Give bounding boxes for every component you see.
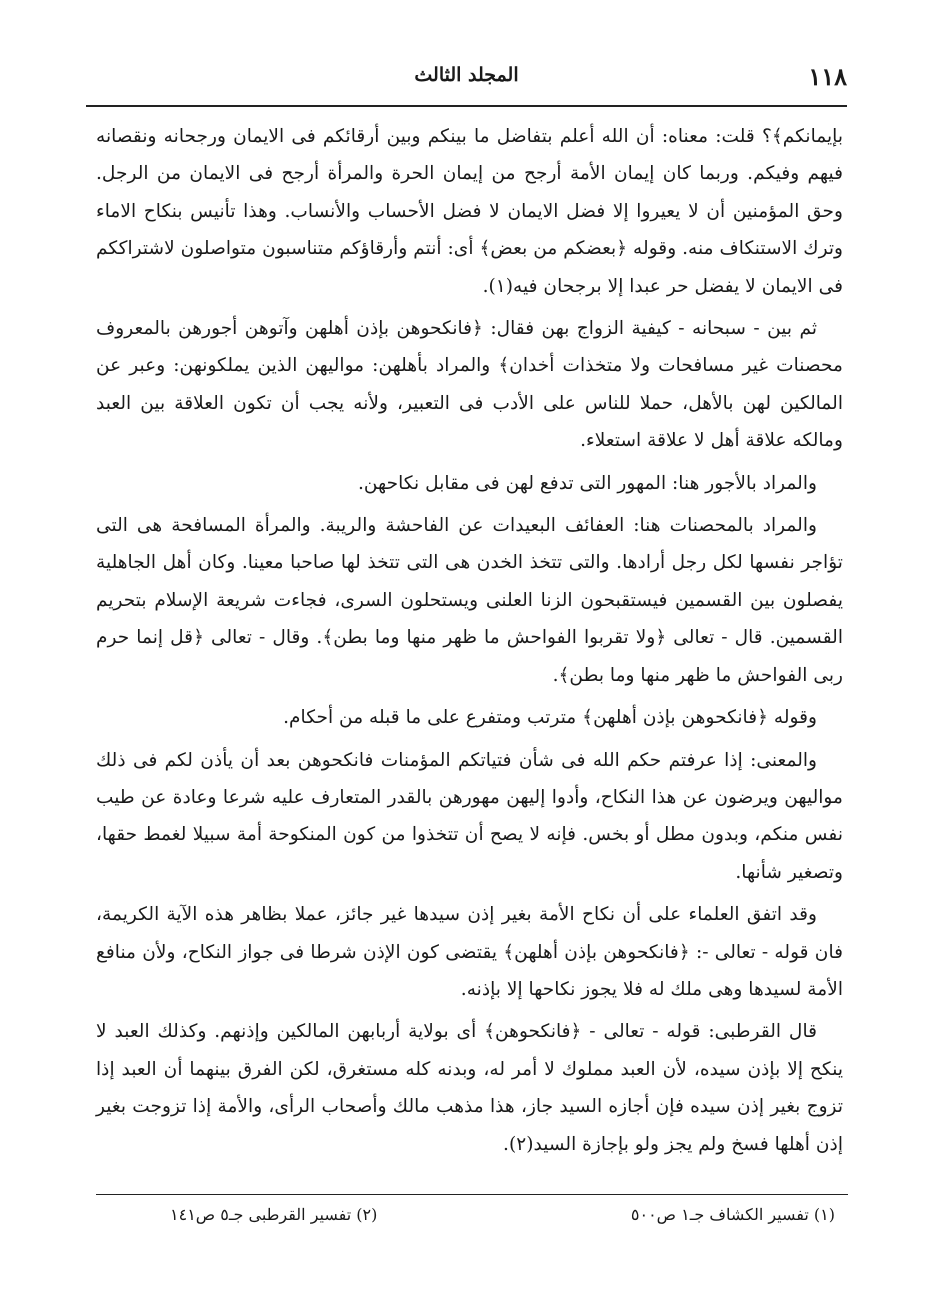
header-divider [86, 105, 847, 107]
paragraph: والمراد بالأجور هنا: المهور التى تدفع لهن فى مقابل نكاحهن. [357, 472, 817, 494]
page-number: ١١٨ [808, 62, 847, 91]
paragraph: والمعنى: إذا عرفتم حكم الله فى شأن فتياتكم المؤمنات فانكحوهن بعد أن يأذن لكم فى ذلك مواليهن ويرضون عن هذا النكاح، وأدوا إليهن مهورهن بالقدر المتعارف عليه شرعا وعادة عن طيب نفس منكم، وبدون مطل أو بخس. فإنه لا يصح أن تتخذوا من كون المنكوحة أمة سبيلا لغمط حقها، وتصغير شأنها. [96, 749, 843, 883]
body-text [96, 118, 843, 1168]
footnote-1: (١) تفسير الكشاف جـ١ ص٥٠٠ [630, 1205, 835, 1224]
footnote-2: (٢) تفسير القرطبى جـ٥ ص١٤١ [170, 1205, 378, 1224]
paragraph: والمراد بالمحصنات هنا: العفائف البعيدات عن الفاحشة والريبة. والمرأة المسافحة هى التى تؤاجر نفسها لكل رجل أرادها. والتى تتخذ الخدن هى التى تتخذ لها صاحبا معينا. وكان أهل الجاهلية يفصلون بين القسمين فيستقبحون الزنا العلنى ويستحلون السرى، فجاءت شريعة الإسلام بتحريم القسمين. قال - تعالى ﴿ولا تقربوا الفواحش ما ظهر منها وما بطن﴾. وقال - تعالى ﴿قل إنما حرم ربى الفواحش ما ظهر منها وما بطن﴾. [96, 515, 843, 686]
paragraph: قال القرطبى: قوله - تعالى - ﴿فانكحوهن﴾ أى بولاية أربابهن المالكين وإذنهم. وكذلك العبد لا ينكح إلا بإذن سيده، لأن العبد مملوك لا أمر له، وبدنه كله مستغرق، لكن الفرق بينهما أن العبد إذا تزوج بغير إذن سيده فإن أجازه السيد جاز، هذا مذهب مالك وأصحاب الرأى، والأمة إذا تزوجت بغير إذن أهلها فسخ ولم يجز ولو بإجازة السيد(٢). [96, 1021, 843, 1155]
running-title: المجلد الثالث [414, 64, 519, 86]
page-header [86, 56, 847, 96]
paragraph: وقوله ﴿فانكحوهن بإذن أهلهن﴾ مترتب ومتفرع على ما قبله من أحكام. [283, 707, 817, 729]
footnote-divider [96, 1194, 848, 1195]
paragraph: ثم بين - سبحانه - كيفية الزواج بهن فقال: ﴿فانكحوهن بإذن أهلهن وآتوهن أجورهن بالمعروف محصنات غير مسافحات ولا متخذات أخدان﴾ والمراد بأهلهن: مواليهن الذين يملكونهن: وعبر عن المالكين لهن بالأهل، حملا للناس على الأدب فى التعبير، ولأنه يجب أن تكون العلاقة بين العبد ومالكه علاقة أهل لا علاقة استعلاء. [96, 318, 843, 452]
paragraph: بإيمانكم﴾؟ قلت: معناه: أن الله أعلم بتفاضل ما بينكم وبين أرقائكم فى الايمان ورجحانه ونقصانه فيهم وفيكم. وربما كان إيمان الأمة أرجح من إيمان الحرة والمرأة أرجح فى الايمان من الرجل. وحق المؤمنين أن لا يعيروا إلا فضل الايمان لا فضل الأحساب والأنساب. وهذا تأنيس بنكاح الاماء وترك الاستنكاف منه. وقوله ﴿بعضكم من بعض﴾ أى: أنتم وأرقاؤكم متناسبون متواصلون لاشتراككم فى الايمان لا يفضل حر عبدا إلا برجحان فيه(١). [96, 126, 843, 297]
paragraph: وقد اتفق العلماء على أن نكاح الأمة بغير إذن سيدها غير جائز، عملا بظاهر هذه الآية الكريمة، فان قوله - تعالى -: ﴿فانكحوهن بإذن أهلهن﴾ يقتضى كون الإذن شرطا فى جواز النكاح، ولأن منافع الأمة لسيدها وهى ملك له فلا يجوز نكاحها إلا بإذنه. [96, 904, 843, 1000]
footnotes [170, 1205, 835, 1224]
